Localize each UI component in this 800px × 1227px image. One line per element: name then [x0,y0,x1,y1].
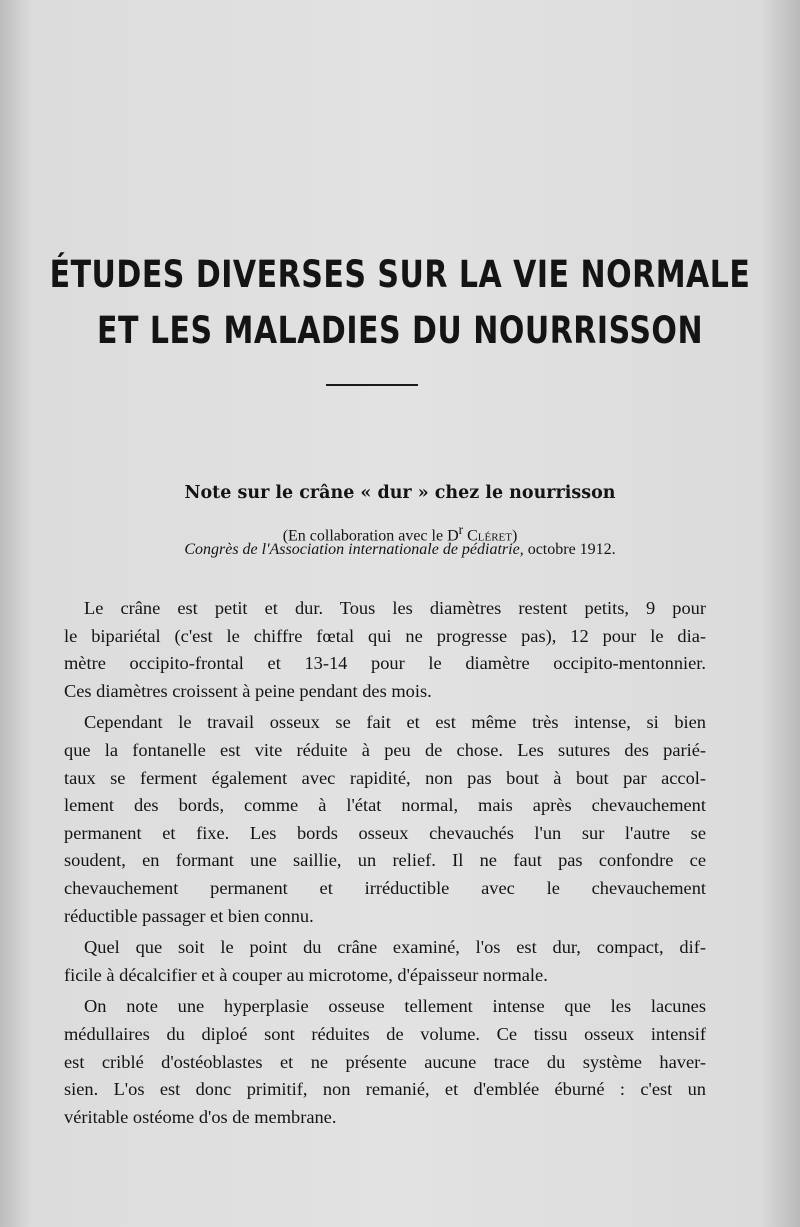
paragraph-line: chevauchement permanent et irréductible avec le chevauchement [64,877,706,898]
paragraph-line: soudent, en formant une saillie, un relief. Il ne faut pas confondre ce [64,850,706,871]
collab-name: Cléret [467,527,512,545]
congress-date: octobre 1912. [527,541,616,558]
paragraph-line: Ces diamètres croissent à peine pendant des mois. [64,680,432,701]
paragraph-line: réductible passager et bien connu. [64,905,314,926]
title-divider [326,384,418,386]
collab-superscript: r [458,522,464,537]
paragraph-line: que la fontanelle est vite réduite à peu de chose. Les sutures des parié- [64,739,706,760]
paragraph-line: lement des bords, comme à l'état normal, mais après chevauchement [64,795,706,816]
chapter-title-line-1: ÉTUDES DIVERSES SUR LA VIE NORMALE [49,253,751,297]
paragraph-line: Cependant le travail osseux se fait et est même très intense, si bien [84,712,706,733]
collab-suffix: ) [511,527,518,545]
paragraph-line: On note une hyperplasie osseuse tellement intense que les lacunes [84,996,706,1017]
congress-name: Congrès de l'Association internationale de pédiatrie, [184,541,524,558]
collab-prefix: (En collaboration avec le D [282,527,459,545]
note-title: Note sur le crâne « dur » chez le nourrisson [184,483,616,503]
congress-line [40,539,760,561]
paragraph-line: médullaires du diploé sont réduites de volume. Ce tissu osseux intensif [64,1023,706,1044]
paragraph-line: Quel que soit le point du crâne examiné, l'os est dur, compact, dif- [84,937,706,958]
paragraph-line: sien. L'os est donc primitif, non remanié, et d'emblée éburné : c'est un [64,1079,706,1100]
paragraph-line: permanent et fixe. Les bords osseux chevauchés l'un sur l'autre se [64,822,706,843]
body-text [64,595,706,1131]
paragraph-line: véritable ostéome d'os de membrane. [64,1106,337,1127]
paragraph-line: Le crâne est petit et dur. Tous les diamètres restent petits, 9 pour [84,598,706,618]
paragraph-line: taux se ferment également avec rapidité, non pas bout à bout par accol- [64,767,706,788]
paragraph-line: le bipariétal (c'est le chiffre fœtal qui ne progresse pas), 12 pour le dia- [64,625,706,646]
paragraph-line: est criblé d'ostéoblastes et ne présente aucune trace du système haver- [64,1051,706,1072]
paragraph-line: ficile à décalcifier et à couper au microtome, d'épaisseur normale. [64,964,548,985]
paragraph-line: mètre occipito-frontal et 13-14 pour le diamètre occipito-mentonnier. [64,653,706,674]
chapter-title-line-2: ET LES MALADIES DU NOURRISSON [96,309,704,353]
